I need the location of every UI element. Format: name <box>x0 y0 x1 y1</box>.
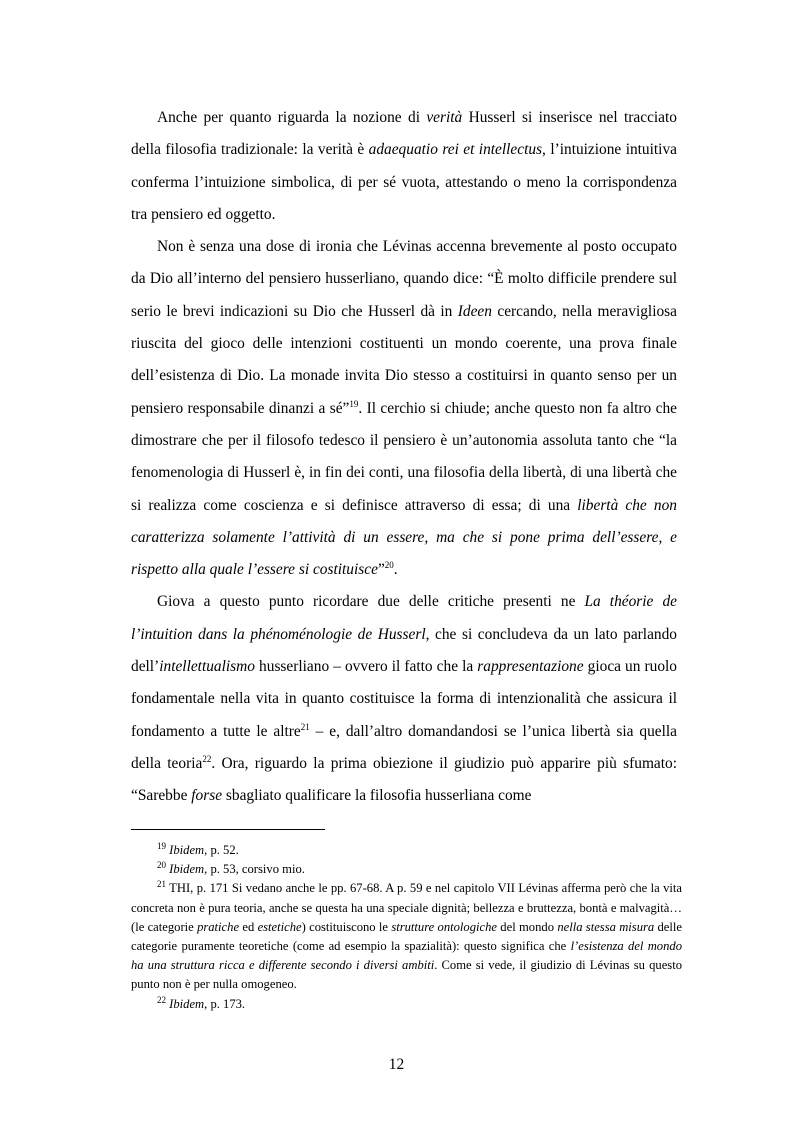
text-run: – e, dall’altro domandandosi se l’unica libertà sia quella della teoria <box>131 722 677 772</box>
note-reference: 21 <box>157 879 166 890</box>
text-run: delle categorie puramente teoretiche (come ad esempio la spazialità): questo significa che <box>131 919 682 954</box>
italic-text: l’esistenza del mondo ha una struttura ricca e differente secondo i diversi ambiti <box>131 939 682 973</box>
text-run: Husserl si inserisce nel tracciato della filosofia tradizionale: la verità è <box>131 109 677 159</box>
text-run: . Il cerchio si chiude; anche questo non fa altro che dimostrare che per il filosofo tedesco il pensiero è un’autonomia assoluta tanto che “la fenomenologia di Husserl è, in fin dei conti, una filosofia della libertà, di una libertà che si realizza come coscienza e si definisce attraverso di essa; di una <box>131 399 677 514</box>
paragraph <box>131 231 677 586</box>
note-reference: 19 <box>349 398 359 409</box>
italic-text: Ideen <box>457 302 492 320</box>
text-run: husserliano – ovvero il fatto che la <box>254 658 478 676</box>
text-run: . Ora, riguardo la prima obiezione il giudizio può apparire più sfumato: “Sarebbe <box>131 754 678 805</box>
text-run: Non è senza una dose di ironia che Lévinas accenna brevemente al posto occupato da Dio all’interno del pensiero husserliano, quando dice: “È molto difficile prendere sul serio le brevi indicazioni su Dio che Husserl dà in <box>131 238 677 320</box>
text-run: ” <box>377 561 385 579</box>
body-text <box>131 102 677 813</box>
italic-text: rappresentazione <box>477 658 584 676</box>
note-reference: 20 <box>384 560 394 571</box>
text-run: , l’intuizione intuitiva conferma l’intuizione simbolica, di per sé vuota, attestando o meno la corrispondenza tra pensiero ed oggetto. <box>131 141 677 223</box>
text-run: ed <box>239 919 258 934</box>
footnotes <box>131 841 682 1014</box>
text-run: , p. 52. <box>204 843 239 857</box>
italic-text: intellettualismo <box>159 658 255 676</box>
text-run: del mondo <box>497 919 558 934</box>
text-run: Anche per quanto riguarda la nozione di <box>157 109 427 126</box>
text-run: . <box>393 561 398 579</box>
italic-text: forse <box>191 787 223 805</box>
footnote <box>131 841 682 860</box>
text-run: , che si concludeva da un lato parlando dell’ <box>131 625 677 676</box>
text-run: , p. 173. <box>204 996 246 1011</box>
paragraph <box>131 102 677 231</box>
italic-text: Ibidem <box>169 996 205 1011</box>
italic-text: verità <box>426 109 463 126</box>
footnote-separator <box>131 829 325 830</box>
text-run: gioca un ruolo fondamentale nella vita in quanto costituisce la forma di intenzionalità che assicura il fondamento a tutte le altre <box>131 658 677 740</box>
italic-text: Ibidem <box>169 843 205 857</box>
text-run: cercando, nella meravigliosa riuscita del gioco delle intenzioni costituenti un mondo coerente, una prova finale dell’esistenza di Dio. La monade invita Dio stesso a costituirsi in quanto senso per un pensiero responsabile dinanzi a sé” <box>131 302 677 417</box>
italic-text: estetiche <box>257 919 302 934</box>
italic-text: strutture ontologiche <box>391 919 497 934</box>
text-run: THI, p. 171 Si vedano anche le pp. 67-68. A p. 59 e nel capitolo VII Lévinas afferma però che la vita concreta non è pura teoria, anche se questa ha una speciale dignità; bellezza e bruttezza, bontà e malvagità… (le categorie <box>131 881 682 934</box>
footnote <box>131 879 682 994</box>
italic-text: adaequatio rei et intellectus <box>368 141 543 159</box>
italic-text: libertà che non caratterizza solamente l’attività di un essere, ma che si pone prima dell’essere, e rispetto alla quale l’essere si costituisce <box>131 496 677 579</box>
text-run: , p. 53, corsivo mio. <box>204 862 305 877</box>
paragraph <box>131 586 677 812</box>
page-number: 12 <box>388 1056 405 1073</box>
text-run: ) costituiscono le <box>301 919 392 934</box>
text-run: sbagliato qualificare la filosofia husserliana come <box>222 787 532 805</box>
note-reference: 21 <box>300 721 310 732</box>
footnote <box>131 860 682 879</box>
note-reference: 22 <box>157 994 166 1005</box>
italic-text: nella stessa misura <box>557 919 655 934</box>
note-reference: 22 <box>202 753 212 764</box>
italic-text: Ibidem <box>169 862 205 877</box>
italic-text: La théorie de l’intuition dans la phénoménologie de Husserl <box>131 593 677 643</box>
note-reference: 20 <box>157 860 166 871</box>
text-run: Giova a questo punto ricordare due delle critiche presenti ne <box>157 593 585 611</box>
note-reference: 19 <box>157 840 166 851</box>
italic-text: pratiche <box>197 919 240 934</box>
text-run: . Come si vede, il giudizio di Lévinas su questo punto non è per nulla omogeneo. <box>131 958 682 992</box>
footnote <box>131 995 682 1014</box>
